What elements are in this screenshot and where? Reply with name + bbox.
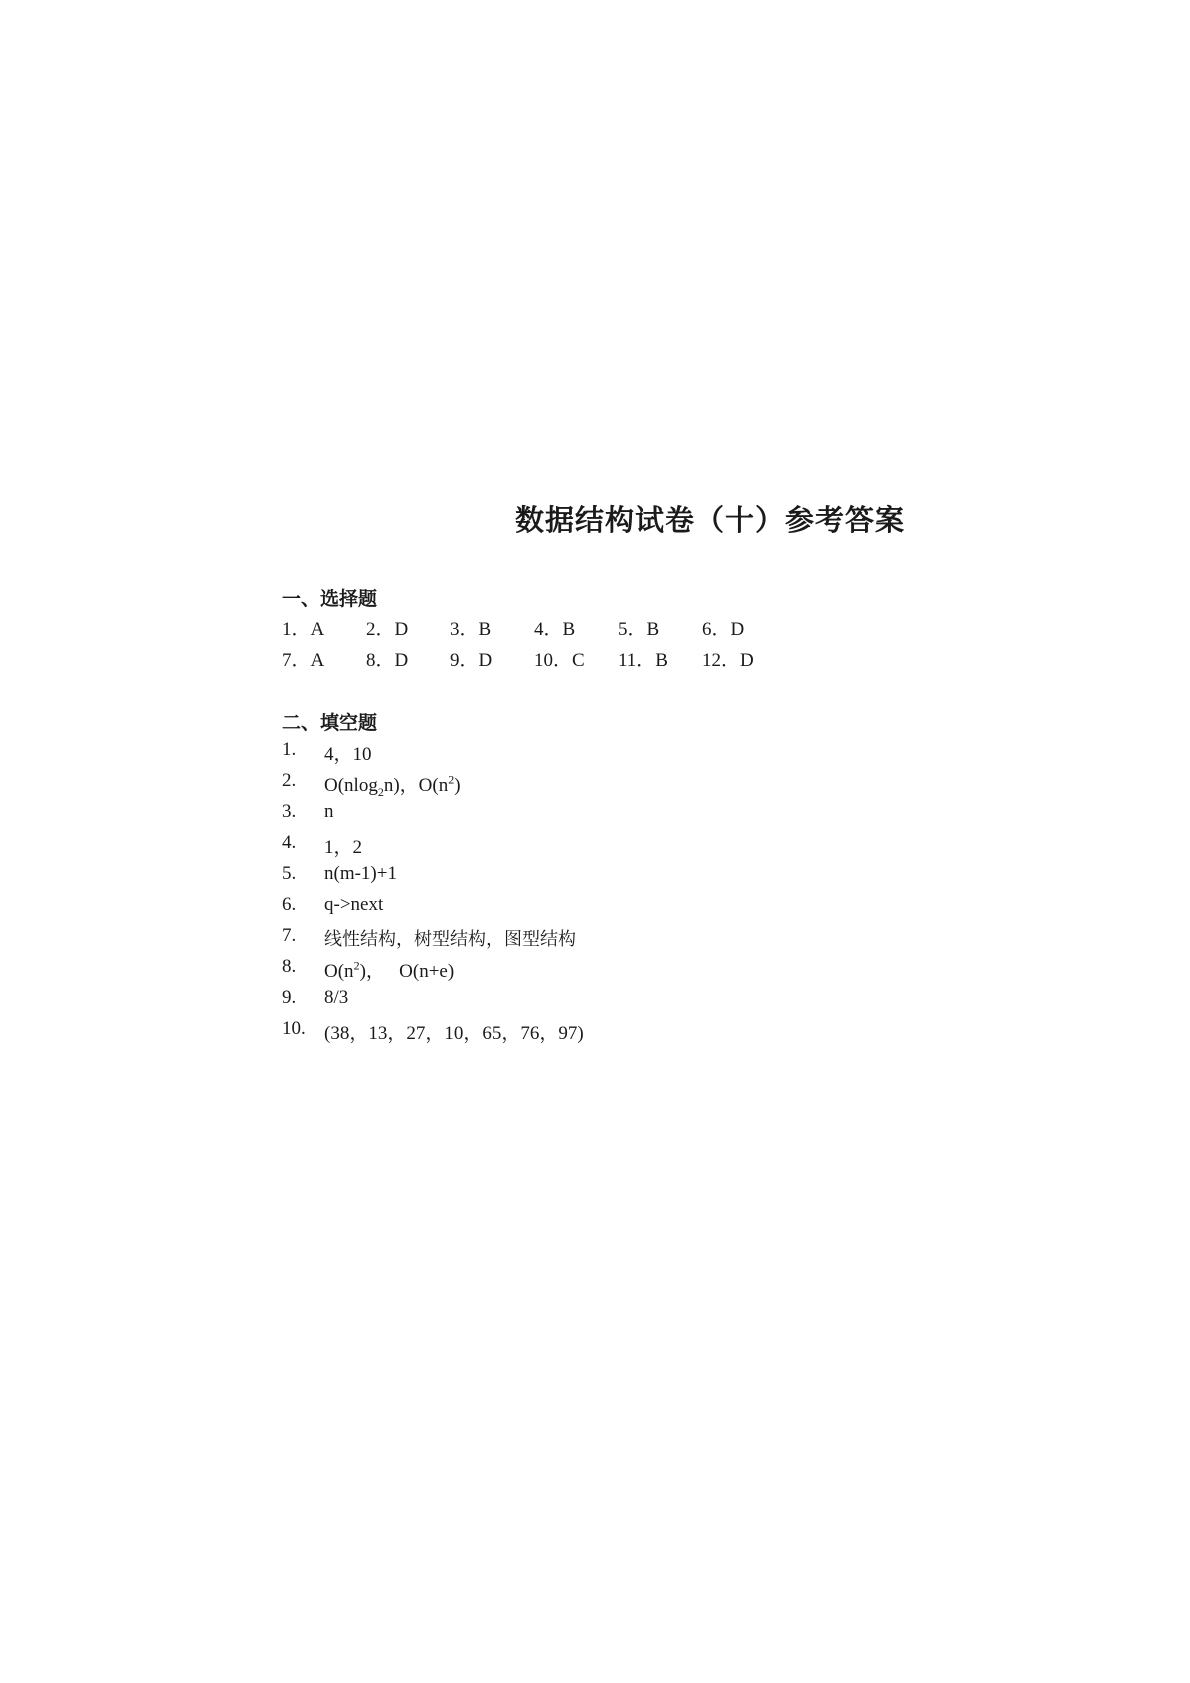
page-title: 数据结构试卷（十）参考答案: [515, 503, 906, 537]
list-item: [282, 770, 882, 801]
item-number: 10.: [282, 1018, 306, 1039]
subscript: 2: [377, 784, 384, 799]
superscript: 2: [353, 958, 360, 973]
item-answer: [324, 956, 454, 983]
list-item: [282, 1018, 882, 1049]
choice-answer: 2．D: [366, 619, 409, 640]
choice-answer: 7．A: [282, 650, 325, 671]
choice-answer-row: [282, 614, 802, 638]
item-number: 6.: [282, 894, 297, 915]
section-heading-fill: 二、填空题: [282, 712, 378, 734]
item-number: 2.: [282, 770, 297, 791]
choice-answer: 10．C: [534, 650, 585, 671]
item-number: 1.: [282, 739, 297, 760]
item-number: 3.: [282, 801, 297, 822]
choice-answer: 8．D: [366, 650, 409, 671]
item-number: 8.: [282, 956, 297, 977]
section-heading-choice: 一、选择题: [282, 588, 378, 610]
item-answer: (38，13，27，10，65，76，97): [324, 1023, 584, 1044]
choice-answer: 12．D: [702, 650, 754, 671]
item-number: 4.: [282, 832, 297, 853]
item-number: 7.: [282, 925, 297, 946]
choice-answer: 1．A: [282, 619, 325, 640]
item-answer: n(m-1)+1: [324, 863, 397, 884]
choice-answer: 3．B: [450, 619, 492, 640]
item-number: 5.: [282, 863, 297, 884]
answer-text: O(n: [324, 961, 354, 982]
list-item: [282, 863, 882, 894]
item-answer: 1，2: [324, 837, 363, 858]
answer-text: O(nlog: [324, 775, 378, 796]
answer-text: ): [454, 775, 461, 796]
choice-answer-row: [282, 645, 802, 669]
superscript: 2: [448, 772, 455, 787]
list-item: [282, 956, 882, 987]
choice-answer: 11．B: [618, 650, 668, 671]
choice-answer: 5．B: [618, 619, 660, 640]
item-answer: n: [324, 801, 334, 822]
list-item: [282, 832, 882, 863]
item-answer: [324, 770, 461, 797]
answer-text: )， O(n+e): [359, 961, 455, 982]
choice-answer: 9．D: [450, 650, 493, 671]
item-number: 9.: [282, 987, 297, 1008]
list-item: [282, 987, 882, 1018]
choice-answer: 6．D: [702, 619, 745, 640]
answer-text: n)，O(n: [383, 775, 449, 796]
list-item: [282, 739, 882, 770]
choice-answer: 4．B: [534, 619, 576, 640]
list-item: [282, 925, 882, 956]
item-answer: q->next: [324, 894, 384, 915]
item-answer: 4，10: [324, 744, 372, 765]
fill-answer-list: [282, 739, 882, 1049]
list-item: [282, 894, 882, 925]
list-item: [282, 801, 882, 832]
item-answer: 线性结构，树型结构，图型结构: [324, 929, 576, 950]
item-answer: 8/3: [324, 987, 349, 1008]
